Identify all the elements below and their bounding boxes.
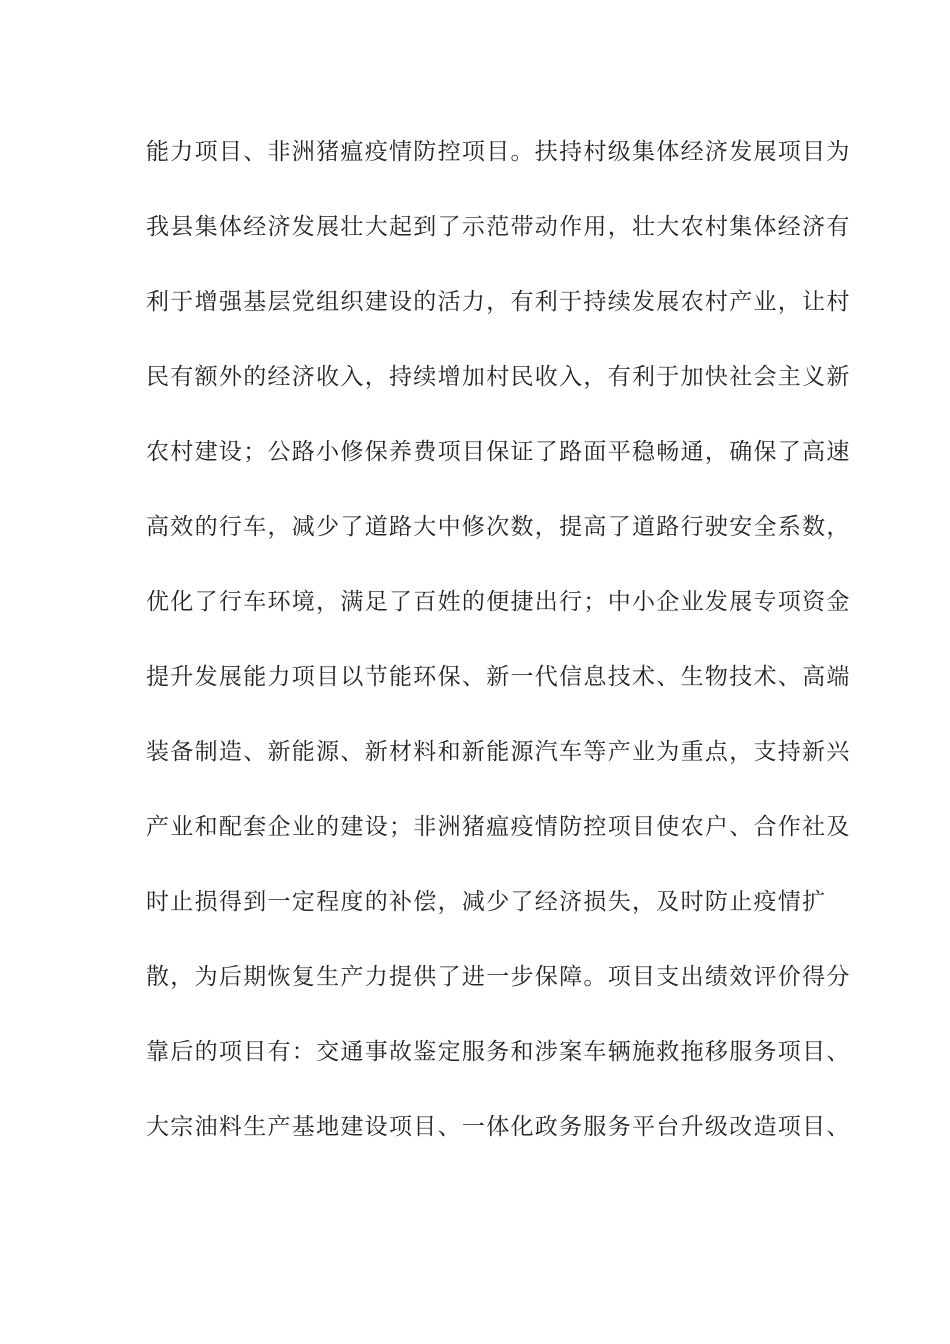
text-line: 靠后的项目有：交通事故鉴定服务和涉案车辆施救拖移服务项目、 (146, 1039, 851, 1065)
text-line: 散，为后期恢复生产力提供了进一步保障。项目支出绩效评价得分 (146, 964, 851, 990)
text-line: 优化了行车环境，满足了百姓的便捷出行；中小企业发展专项资金 (146, 589, 851, 615)
body-text (146, 132, 851, 1182)
text-line: 时止损得到一定程度的补偿，减少了经济损失，及时防止疫情扩 (146, 889, 827, 915)
text-line: 产业和配套企业的建设；非洲猪瘟疫情防控项目使农户、合作社及 (146, 814, 851, 840)
text-line: 能力项目、非洲猪瘟疫情防控项目。扶持村级集体经济发展项目为 (146, 139, 851, 165)
text-line: 装备制造、新能源、新材料和新能源汽车等产业为重点，支持新兴 (146, 739, 851, 765)
text-line: 高效的行车，减少了道路大中修次数，提高了道路行驶安全系数， (146, 514, 851, 540)
text-line: 提升发展能力项目以节能环保、新一代信息技术、生物技术、高端 (146, 664, 851, 690)
text-line: 大宗油料生产基地建设项目、一体化政务服务平台升级改造项目、 (146, 1114, 851, 1140)
text-line: 利于增强基层党组织建设的活力，有利于持续发展农村产业，让村 (146, 289, 851, 315)
text-line: 农村建设；公路小修保养费项目保证了路面平稳畅通，确保了高速 (146, 439, 851, 465)
text-line: 我县集体经济发展壮大起到了示范带动作用，壮大农村集体经济有 (146, 214, 851, 240)
text-line: 民有额外的经济收入，持续增加村民收入，有利于加快社会主义新 (146, 364, 851, 390)
